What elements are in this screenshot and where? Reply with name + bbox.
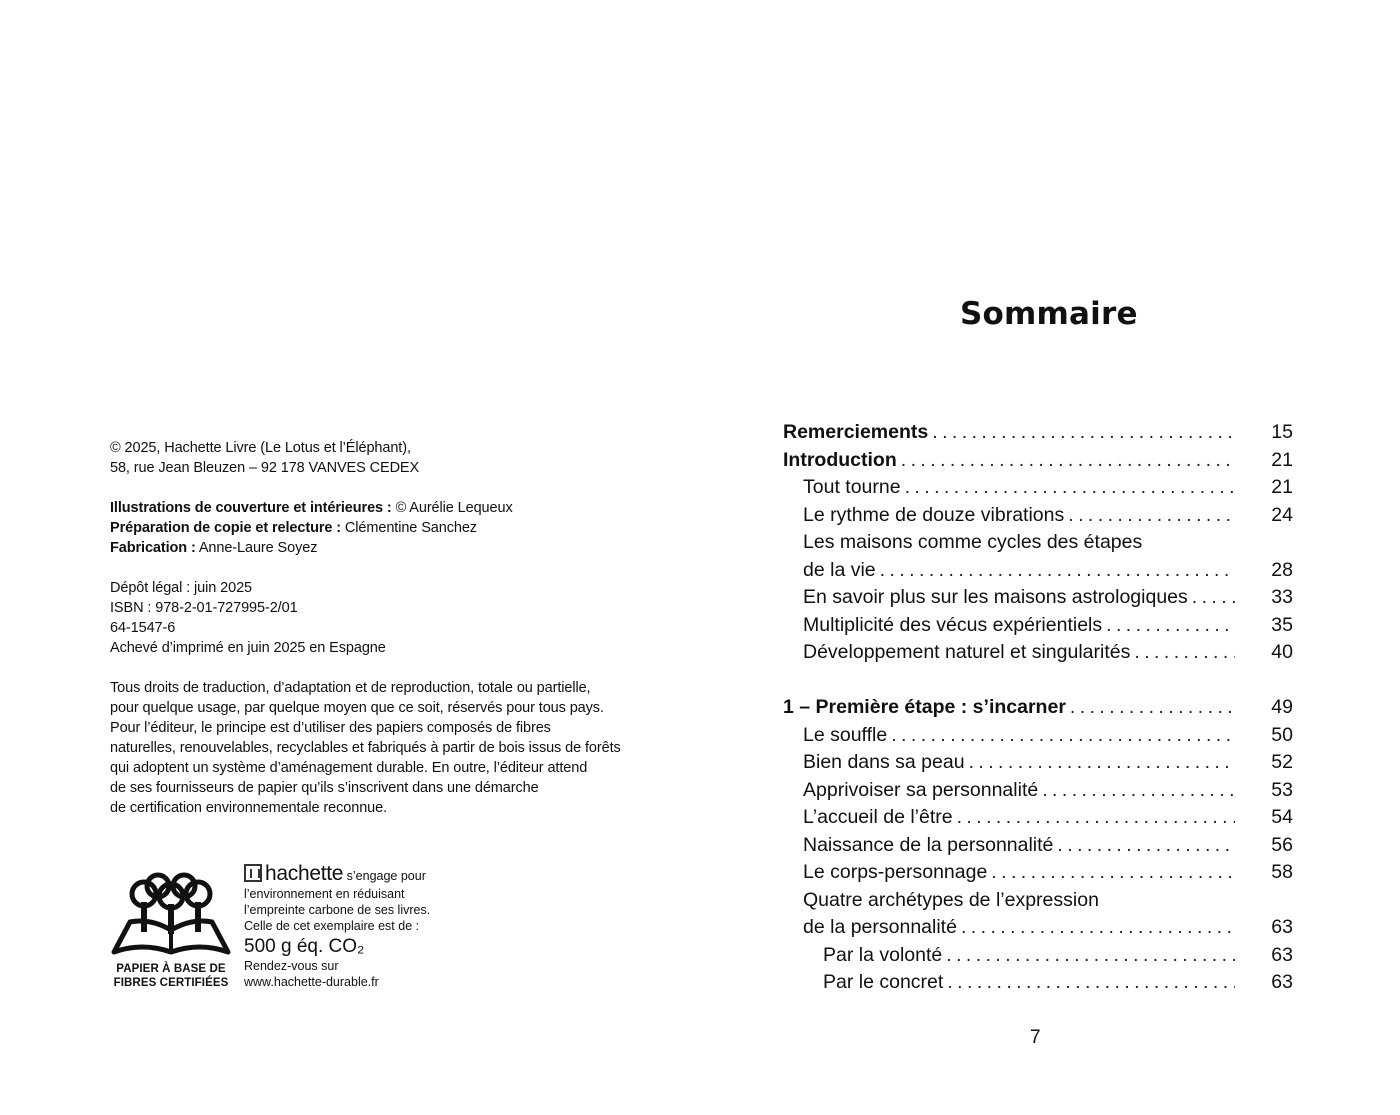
toc-entry-label: Le rythme de douze vibrations	[803, 503, 1065, 526]
toc-leader-dots	[1066, 694, 1235, 722]
toc-entry	[783, 969, 1293, 997]
page-number: 7	[1030, 1027, 1041, 1048]
hachette-brand: hachette	[265, 862, 344, 885]
toc-entry	[783, 832, 1293, 860]
eco-badge	[110, 862, 450, 1002]
toc-entry-page: 21	[1271, 448, 1293, 471]
toc-entry-page: 33	[1271, 586, 1293, 608]
toc-entry-label: Le souffle	[803, 723, 888, 746]
toc-title: Sommaire	[960, 296, 1138, 332]
toc-entry-label: de la personnalité	[803, 916, 957, 938]
toc-entry-label: Apprivoiser sa personnalité	[803, 778, 1039, 801]
toc-entry	[783, 502, 1293, 530]
toc-entry-label: Les maisons comme cycles des étapes	[803, 531, 1143, 553]
toc-leader-dots	[1102, 612, 1235, 640]
credits	[110, 498, 630, 558]
toc-entry-label: Développement naturel et singularités	[803, 641, 1131, 663]
eco-statement: hachette s’engage pour l’environnement en réduisant l’empreinte carbone de ses livres. Celle de cet exemplaire est de : 500 g éq. CO₂ Rendez-vous sur www.hachette-durable.fr	[244, 862, 454, 990]
toc-entry	[783, 419, 1293, 447]
toc-entry-label: En savoir plus sur les maisons astrologiques	[803, 586, 1188, 608]
toc-entry	[783, 942, 1293, 970]
toc-leader-dots	[887, 722, 1235, 750]
toc-leader-dots	[965, 749, 1235, 777]
toc-entry-page: 35	[1271, 613, 1293, 636]
toc-leader-dots	[901, 474, 1235, 502]
rights-line: naturelles, renouvelables, recyclables et fabriqués à partir de bois issus de forêts	[110, 740, 621, 756]
rights-line: qui adoptent un système d’aménagement durable. En outre, l’éditeur attend	[110, 760, 588, 776]
toc-entry	[783, 859, 1293, 887]
code-line: 64-1547-6	[110, 620, 176, 636]
toc-entry-page: 56	[1271, 833, 1293, 856]
address-line: 58, rue Jean Bleuzen – 92 178 VANVES CEDEX	[110, 460, 420, 476]
legal-deposit	[110, 578, 630, 658]
toc-entry-page: 53	[1271, 778, 1293, 801]
rights-line: de certification environnementale reconnue.	[110, 800, 388, 816]
toc-entry	[783, 584, 1293, 612]
rights-line: de ses fournisseurs de papier qu’ils s’inscrivent dans une démarche	[110, 780, 539, 796]
isbn-line: ISBN : 978-2-01-727995-2/01	[110, 600, 298, 616]
toc-entry-label: de la vie	[803, 558, 876, 581]
toc-leader-dots	[943, 969, 1235, 997]
toc-entry-page: 28	[1271, 558, 1293, 581]
copyright-line: © 2025, Hachette Livre (Le Lotus et l’Éléphant),	[110, 440, 411, 456]
toc-entry	[783, 612, 1293, 640]
toc-entry	[783, 557, 1293, 585]
toc-entry-page: 52	[1271, 751, 1293, 773]
toc-entry-label: Naissance de la personnalité	[803, 833, 1054, 856]
toc-entry-label: Le corps-personnage	[803, 861, 988, 883]
toc-leader-dots	[953, 804, 1235, 832]
toc-entry-label: Tout tourne	[803, 476, 901, 498]
toc-entry	[783, 529, 1293, 557]
toc-entry-page: 50	[1271, 723, 1293, 746]
toc-entry-page: 63	[1271, 943, 1293, 966]
toc-entry-label: Par la volonté	[823, 943, 943, 966]
toc-leader-dots	[897, 447, 1235, 475]
toc-entry	[783, 749, 1293, 777]
toc-leader-dots	[1053, 832, 1235, 860]
toc-entry	[783, 777, 1293, 805]
toc-entry	[783, 447, 1293, 475]
toc-entry-label: L’accueil de l’être	[803, 806, 953, 828]
hachette-logo-icon	[244, 864, 262, 882]
toc-entry-page: 63	[1271, 971, 1293, 993]
credit-proofreading: Préparation de copie et relecture : Clémentine Sanchez	[110, 520, 477, 536]
toc-entry-label: Multiplicité des vécus expérientiels	[803, 613, 1103, 636]
eco-url: www.hachette-durable.fr	[244, 975, 379, 989]
toc-entry-label: 1 – Première étape : s’incarner	[783, 696, 1066, 718]
toc-entry-page: 54	[1271, 806, 1293, 828]
toc-leader-dots	[942, 942, 1235, 970]
legal-line: Dépôt légal : juin 2025	[110, 580, 252, 596]
toc-leader-dots	[1038, 777, 1235, 805]
credit-illustrations: Illustrations de couverture et intérieures : © Aurélie Lequeux	[110, 500, 513, 516]
credit-fabrication: Fabrication : Anne-Laure Soyez	[110, 540, 318, 556]
toc-entry	[783, 914, 1293, 942]
toc-leader-dots	[957, 914, 1235, 942]
toc-leader-dots	[987, 859, 1235, 887]
toc-entry	[783, 887, 1293, 915]
toc-entry-page: 40	[1271, 641, 1293, 663]
toc-leader-dots	[876, 557, 1235, 585]
toc-entry-label: Remerciements	[783, 421, 929, 443]
toc-leader-dots	[1188, 584, 1235, 612]
toc-entry	[783, 639, 1293, 667]
trees-book-icon	[110, 872, 232, 958]
rights-line: Tous droits de traduction, d’adaptation et de reproduction, totale ou partielle,	[110, 680, 591, 696]
toc-leader-dots	[1130, 639, 1235, 667]
toc-entry-label: Quatre archétypes de l’expression	[803, 888, 1099, 911]
toc-entry	[783, 804, 1293, 832]
toc-entry-label: Bien dans sa peau	[803, 751, 965, 773]
toc-entry-page: 21	[1271, 476, 1293, 498]
copyright-page	[110, 438, 630, 838]
rights-paragraph	[110, 678, 630, 818]
rights-line: Pour l’éditeur, le principe est d’utiliser des papiers composés de fibres	[110, 720, 551, 736]
toc-entry-page: 49	[1271, 696, 1293, 718]
toc-entry-page: 63	[1271, 916, 1293, 938]
table-of-contents	[783, 419, 1293, 997]
toc-entry-page: 15	[1271, 421, 1293, 443]
toc-entry-label: Par le concret	[823, 971, 944, 993]
toc-entry-page: 24	[1271, 503, 1293, 526]
toc-entry-label: Introduction	[783, 448, 897, 471]
rights-line: pour quelque usage, par quelque moyen que ce soit, réservés pour tous pays.	[110, 700, 604, 716]
toc-entry	[783, 722, 1293, 750]
certified-paper-caption: PAPIER À BASE DE FIBRES CERTIFIÉES	[113, 963, 229, 989]
toc-leader-dots	[928, 419, 1235, 447]
toc-entry-page: 58	[1271, 861, 1293, 883]
publisher-address	[110, 438, 630, 478]
toc-entry	[783, 694, 1293, 722]
toc-leader-dots	[1064, 502, 1235, 530]
co2-amount: 500 g éq. CO₂	[244, 936, 365, 957]
printed-line: Achevé d’imprimé en juin 2025 en Espagne	[110, 640, 386, 656]
toc-entry	[783, 474, 1293, 502]
